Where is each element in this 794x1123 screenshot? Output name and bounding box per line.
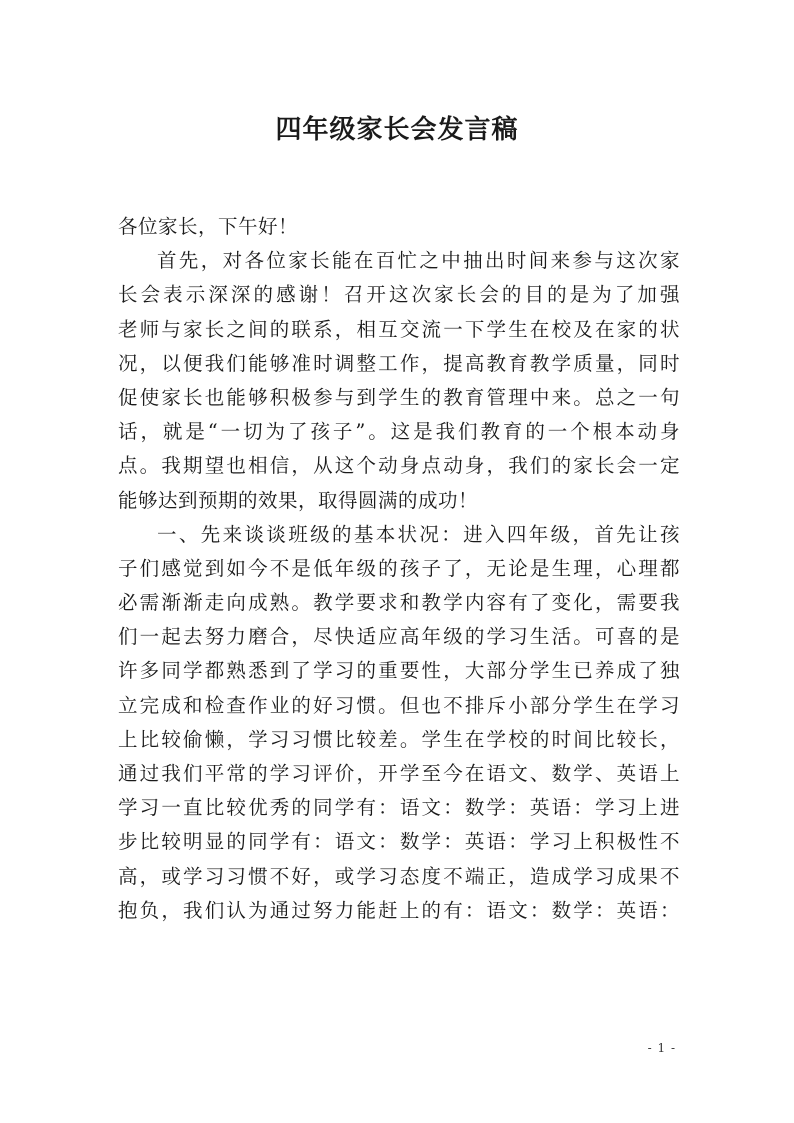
body-line: 况，以便我们能够准时调整工作，提高教育教学质量，同时: [118, 351, 680, 375]
salutation-line: 各位家长，下午好！: [118, 215, 299, 238]
body-line: 长会表示深深的感谢！召开这次家长会的目的是为了加强: [118, 283, 680, 307]
body-line: 必需渐渐走向成熟。教学要求和教学内容有了变化，需要我: [118, 591, 680, 615]
body-line: 首先，对各位家长能在百忙之中抽出时间来参与这次家: [157, 249, 680, 273]
body-line: 学习一直比较优秀的同学有：语文：数学：英语：学习上进: [118, 796, 680, 820]
body-line: 们一起去努力磨合，尽快适应高年级的学习生活。可喜的是: [118, 625, 680, 649]
body-line: 一、先来谈谈班级的基本状况：进入四年级，首先让孩: [157, 522, 680, 546]
body-line: 许多同学都熟悉到了学习的重要性，大部分学生已养成了独: [118, 659, 680, 683]
document-title: 四年级家长会发言稿: [275, 115, 519, 145]
body-line: 高，或学习习惯不好，或学习态度不端正，造成学习成果不: [118, 864, 680, 888]
body-line: 话，就是“一切为了孩子”。这是我们教育的一个根本动身: [118, 420, 680, 444]
body-line: 能够达到预期的效果，取得圆满的成功！: [118, 488, 479, 512]
body-line: 点。我期望也相信，从这个动身点动身，我们的家长会一定: [118, 454, 680, 478]
body-line: 上比较偷懒，学习习惯比较差。学生在学校的时间比较长，: [118, 727, 680, 751]
page-number: - 1 -: [647, 1041, 676, 1055]
body-line: 促使家长也能够积极参与到学生的教育管理中来。总之一句: [118, 385, 680, 409]
body-line: 步比较明显的同学有：语文：数学：英语：学习上积极性不: [118, 830, 680, 854]
body-line: 立完成和检查作业的好习惯。但也不排斥小部分学生在学习: [118, 693, 680, 717]
body-line: 老师与家长之间的联系，相互交流一下学生在校及在家的状: [118, 317, 680, 341]
body-line: 子们感觉到如今不是低年级的孩子了，无论是生理，心理都: [118, 556, 680, 580]
document-body: [118, 210, 680, 928]
body-line: 抱负，我们认为通过努力能赶上的有：语文：数学：英语：: [118, 898, 680, 922]
body-line: 通过我们平常的学习评价，开学至今在语文、数学、英语上: [118, 762, 680, 785]
